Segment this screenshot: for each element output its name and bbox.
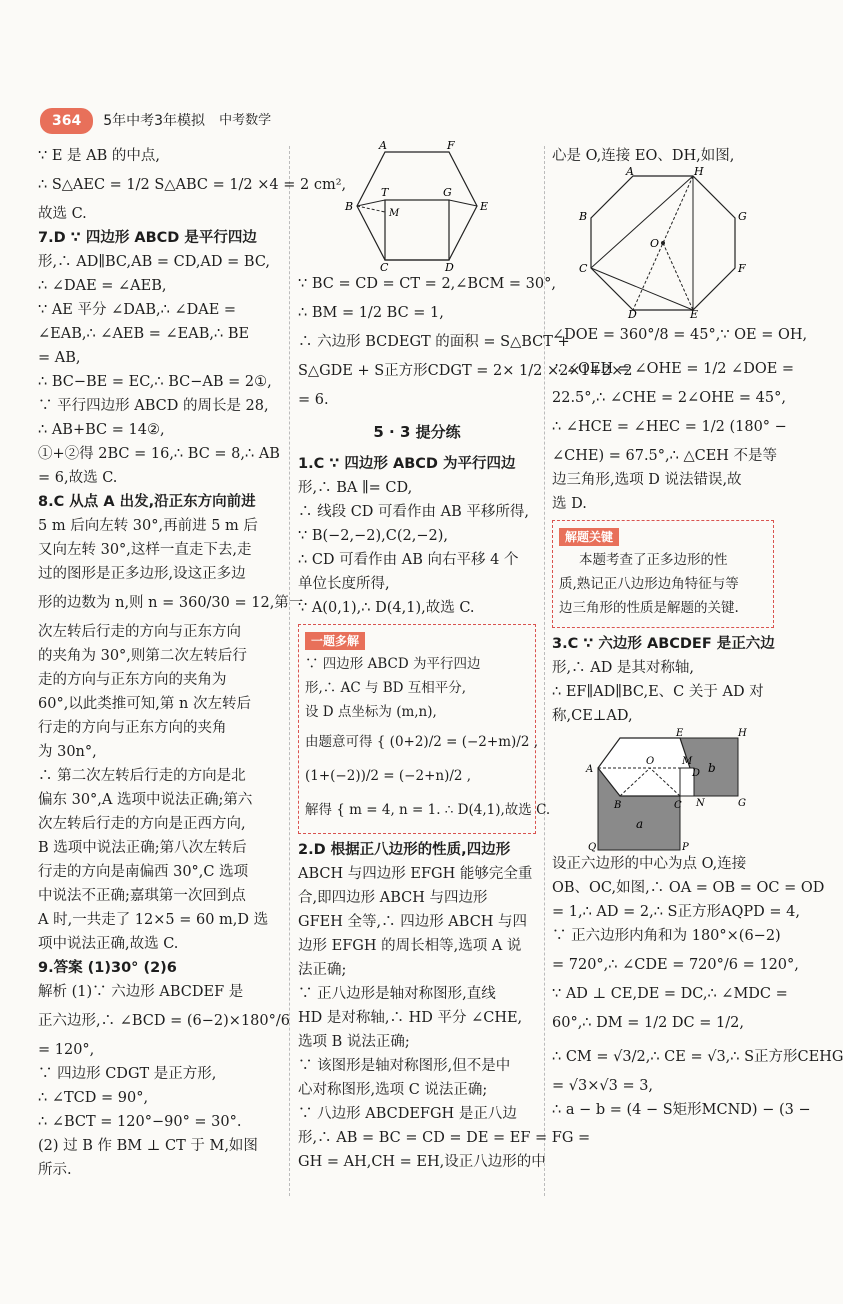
key-point-box [552,520,774,628]
vertex-label: A [626,165,634,178]
text-line: 60°,∴ DM = 1/2 DC = 1/2, [552,1015,744,1031]
vertex-label: N [696,798,705,809]
text-line: ∴ ∠BCT = 120°−90° = 30°. [38,1114,242,1130]
text-line: B 选项中说法正确;第八次左转后 [38,840,247,856]
text-line: 5 m 后向左转 30°,再前进 5 m 后 [38,518,258,534]
text-line: 形,∴ AD 是其对称轴, [552,660,695,676]
text-line: 的夹角为 30°,则第二次左转后行 [38,648,247,664]
vertex-label: T [381,186,389,199]
text-line: 次左转后行走的方向与正东方向 [38,624,241,640]
text-line: ∴ BM = 1/2 BC = 1, [298,305,444,321]
text-line: 选 D. [552,496,587,512]
text-line: 所示. [38,1162,72,1178]
vertex-label: F [447,139,455,152]
text-line: 合,即四边形 ABCH 与四边形 [298,890,488,906]
text-line: ∴ a − b = (4 − S矩形MCND) − (3 − [552,1102,811,1118]
text-line: ∵ 正六边形内角和为 180°×(6−2) [552,928,781,944]
vertex-label: B [579,210,588,223]
text-line: ∵ A(0,1),∴ D(4,1),故选 C. [298,600,475,616]
text-line: 设正六边形的中心为点 O,连接 [552,856,747,872]
vertex-label: E [690,308,699,321]
text-line: 选项 B 说法正确; [298,1034,410,1050]
column-right [552,144,843,1122]
vertex-label: Q [588,842,597,853]
vertex-label: O [650,237,660,250]
text-line: 法正确; [298,962,347,978]
alt-solution-box [298,624,551,834]
text-line: ∵ E 是 AB 的中点, [38,148,160,164]
text-line: 质,熟记正八边形边角特征与等 [559,576,739,592]
text-line: = 1,∴ AD = 2,∴ S正方形AQPD = 4, [552,904,800,920]
text-line: = 720°,∴ ∠CDE = 720°/6 = 120°, [552,957,799,973]
vertex-label: A [586,764,594,775]
vertex-label: E [480,200,489,213]
text-line: = 6. [298,392,329,408]
question-2: 2.D 根据正八边形的性质,四边形 [298,842,511,858]
vertex-label: G [443,186,452,199]
text-line: ∵ AD ⊥ CE,DE = DC,∴ ∠MDC = [552,986,788,1002]
hexagon-figure [337,140,497,272]
text-line: HD 是对称轴,∴ HD 平分 ∠CHE, [298,1010,523,1026]
vertex-label: B [345,200,354,213]
column-divider [289,146,290,1196]
text-line: 行走的方向是南偏西 30°,C 选项 [38,864,249,880]
text-line: 设 D 点坐标为 (m,n), [305,704,437,720]
question-9: 9.答案 (1)30° (2)6 [38,960,177,976]
text-line: 又向左转 30°,这样一直走下去,走 [38,542,252,558]
subject-label: 中考数学 [219,113,272,128]
vertex-label: B [614,800,622,811]
text-line: 形,∴ BA ∥= CD, [298,480,413,496]
text-line: ∵ 四边形 ABCD 为平行四边 [305,656,481,672]
vertex-label: F [738,262,746,275]
text-line: = AB, [38,350,81,366]
text-line: ∵ B(−2,−2),C(2,−2), [298,528,448,544]
region-label: b [708,761,716,775]
text-line: 中说法不正确;嘉琪第一次回到点 [38,888,246,904]
text-line: 称,CE⊥AD, [552,708,633,724]
text-line: 走的方向与正东方向的夹角为 [38,672,227,688]
vertex-label: D [628,308,637,321]
text-line: ∴ CM = √3/2,∴ CE = √3,∴ S正方形CEHG [552,1049,843,1065]
vertex-label: M [389,208,400,219]
vertex-label: A [379,139,387,152]
text-line: 故选 C. [38,206,87,222]
text-line: 心是 O,连接 EO、DH,如图, [552,148,735,164]
text-line: ∠CHE) = 67.5°,∴ △CEH 不是等 [552,448,778,464]
text-line: ∴ ∠HCE = ∠HEC = 1/2 (180° − [552,419,787,435]
text-line: ∴ CD 可看作由 AB 向右平移 4 个 [298,552,519,568]
text-line: 形,∴ AC 与 BD 互相平分, [305,680,467,696]
vertex-label: P [682,842,689,853]
text-line: ∴ EF∥AD∥BC,E、C 关于 AD 对 [552,684,764,700]
text-line: ∴ BC−BE = EC,∴ BC−AB = 2①, [38,374,272,390]
text-line: 偏东 30°,A 选项中说法正确;第六 [38,792,253,808]
page-number: 364 [40,108,93,134]
box-tag: 一题多解 [305,632,365,650]
hexagon-squares-figure [578,728,748,852]
question-1: 1.C ∵ 四边形 ABCD 为平行四边 [298,456,516,472]
text-line: ∴ ∠DAE = ∠AEB, [38,278,167,294]
vertex-label: D [445,261,454,274]
text-line: ∴ S△AEC = 1/2 S△ABC = 1/2 ×4 = 2 cm², [38,177,347,193]
vertex-label: C [380,261,389,274]
text-line: 60°,以此类推可知,第 n 次左转后 [38,696,251,712]
vertex-label: G [738,798,746,809]
text-line: GFEH 全等,∴ 四边形 ABCH 与四 [298,914,528,930]
text-line: 解析 (1)∵ 六边形 ABCDEF 是 [38,984,244,1000]
vertex-label: G [738,210,747,223]
text-line: ∴ 第二次左转后行走的方向是北 [38,768,246,784]
text-line: 边形 EFGH 的周长相等,选项 A 说 [298,938,522,954]
box-tag: 解题关键 [559,528,619,546]
text-line: 形,∴ AD∥BC,AB = CD,AD = BC, [38,254,271,270]
text-line: S△GDE + S正方形CDGT = 2× 1/2 ×2×1+2×2 [298,363,633,379]
text-line: 项中说法正确,故选 C. [38,936,179,952]
text-line: ABCH 与四边形 EFGH 能够完全重 [298,866,533,882]
vertex-label: C [579,262,588,275]
text-line: OB、OC,如图,∴ OA = OB = OC = OD [552,880,825,896]
text-line: ∵ 正八边形是轴对称图形,直线 [298,986,496,1002]
text-line: ∴ 线段 CD 可看作由 AB 平移所得, [298,504,530,520]
vertex-label: H [738,728,747,739]
text-line: 次左转后行走的方向是正西方向, [38,816,246,832]
text-line: 由题意可得 { (0+2)/2 = (−2+m)/2 , [305,734,538,750]
vertex-label: O [646,756,655,767]
text-line: 边三角形的性质是解题的关键. [559,600,739,616]
text-line: ∴ AB+BC = 14②, [38,422,165,438]
section-title: 5 · 3 提分练 [373,423,461,441]
text-line: ∴ ∠TCD = 90°, [38,1090,149,1106]
vertex-label: E [676,728,684,739]
question-3: 3.C ∵ 六边形 ABCDEF 是正六边 [552,636,775,652]
text-line: ∵ 四边形 CDGT 是正方形, [38,1066,217,1082]
octagon-figure [578,165,748,321]
text-line: ∴ 六边形 BCDEGT 的面积 = S△BCT + [298,334,570,350]
text-line: ∵ AE 平分 ∠DAB,∴ ∠DAE = [38,302,237,318]
text-line: 形的边数为 n,则 n = 360/30 = 12,第一 [38,595,304,611]
text-line: ①+②得 2BC = 16,∴ BC = 8,∴ AB [38,446,280,462]
text-line: 单位长度所得, [298,576,390,592]
text-line: ∵ 平行四边形 ABCD 的周长是 28, [38,398,269,414]
text-line: GH = AH,CH = EH,设正八边形的中 [298,1154,546,1170]
text-line: A 时,一共走了 12×5 = 60 m,D 选 [38,912,269,928]
text-line: ∠DOE = 360°/8 = 45°,∵ OE = OH, [552,327,808,343]
text-line: = √3×√3 = 3, [552,1078,654,1094]
text-line: (1+(−2))/2 = (−2+n)/2 , [305,768,472,784]
text-line: 22.5°,∴ ∠CHE = 2∠OHE = 45°, [552,390,786,406]
text-line: 解得 { m = 4, n = 1. ∴ D(4,1),故选 C. [305,802,551,818]
text-line: = 6,故选 C. [38,470,118,486]
vertex-label: M [682,756,693,767]
text-line: 行走的方向与正东方向的夹角 [38,720,227,736]
vertex-label: H [694,165,704,178]
column-divider [544,146,545,1196]
page-header [40,108,271,134]
text-line: ∵ 该图形是轴对称图形,但不是中 [298,1058,511,1074]
text-line: 过的图形是正多边形,设这正多边 [38,566,246,582]
text-line: ∴ ∠OEH = ∠OHE = 1/2 ∠DOE = [552,361,795,377]
question-7: 7.D ∵ 四边形 ABCD 是平行四边 [38,230,257,246]
text-line: 心对称图形,选项 C 说法正确; [298,1082,488,1098]
text-line: (2) 过 B 作 BM ⊥ CT 于 M,如图 [38,1138,258,1154]
text-line: ∠EAB,∴ ∠AEB = ∠EAB,∴ BE [38,326,250,342]
text-line: 为 30n°, [38,744,97,760]
vertex-label: C [674,800,682,811]
text-line: 边三角形,选项 D 说法错误,故 [552,472,742,488]
text-line: 形,∴ AB = BC = CD = DE = EF = FG = [298,1130,591,1146]
text-line: 正六边形,∴ ∠BCD = (6−2)×180°/6 [38,1013,290,1029]
question-8: 8.C 从点 A 出发,沿正东方向前进 [38,494,256,510]
book-title: 5年中考3年模拟 [103,113,206,129]
vertex-label: D [692,768,701,779]
text-line: = 120°, [38,1042,95,1058]
text-line: ∵ 八边形 ABCDEFGH 是正八边 [298,1106,517,1122]
text-line: 本题考查了正多边形的性 [579,552,728,568]
region-label: a [636,817,644,831]
text-line: ∵ BC = CD = CT = 2,∠BCM = 30°, [298,276,556,292]
